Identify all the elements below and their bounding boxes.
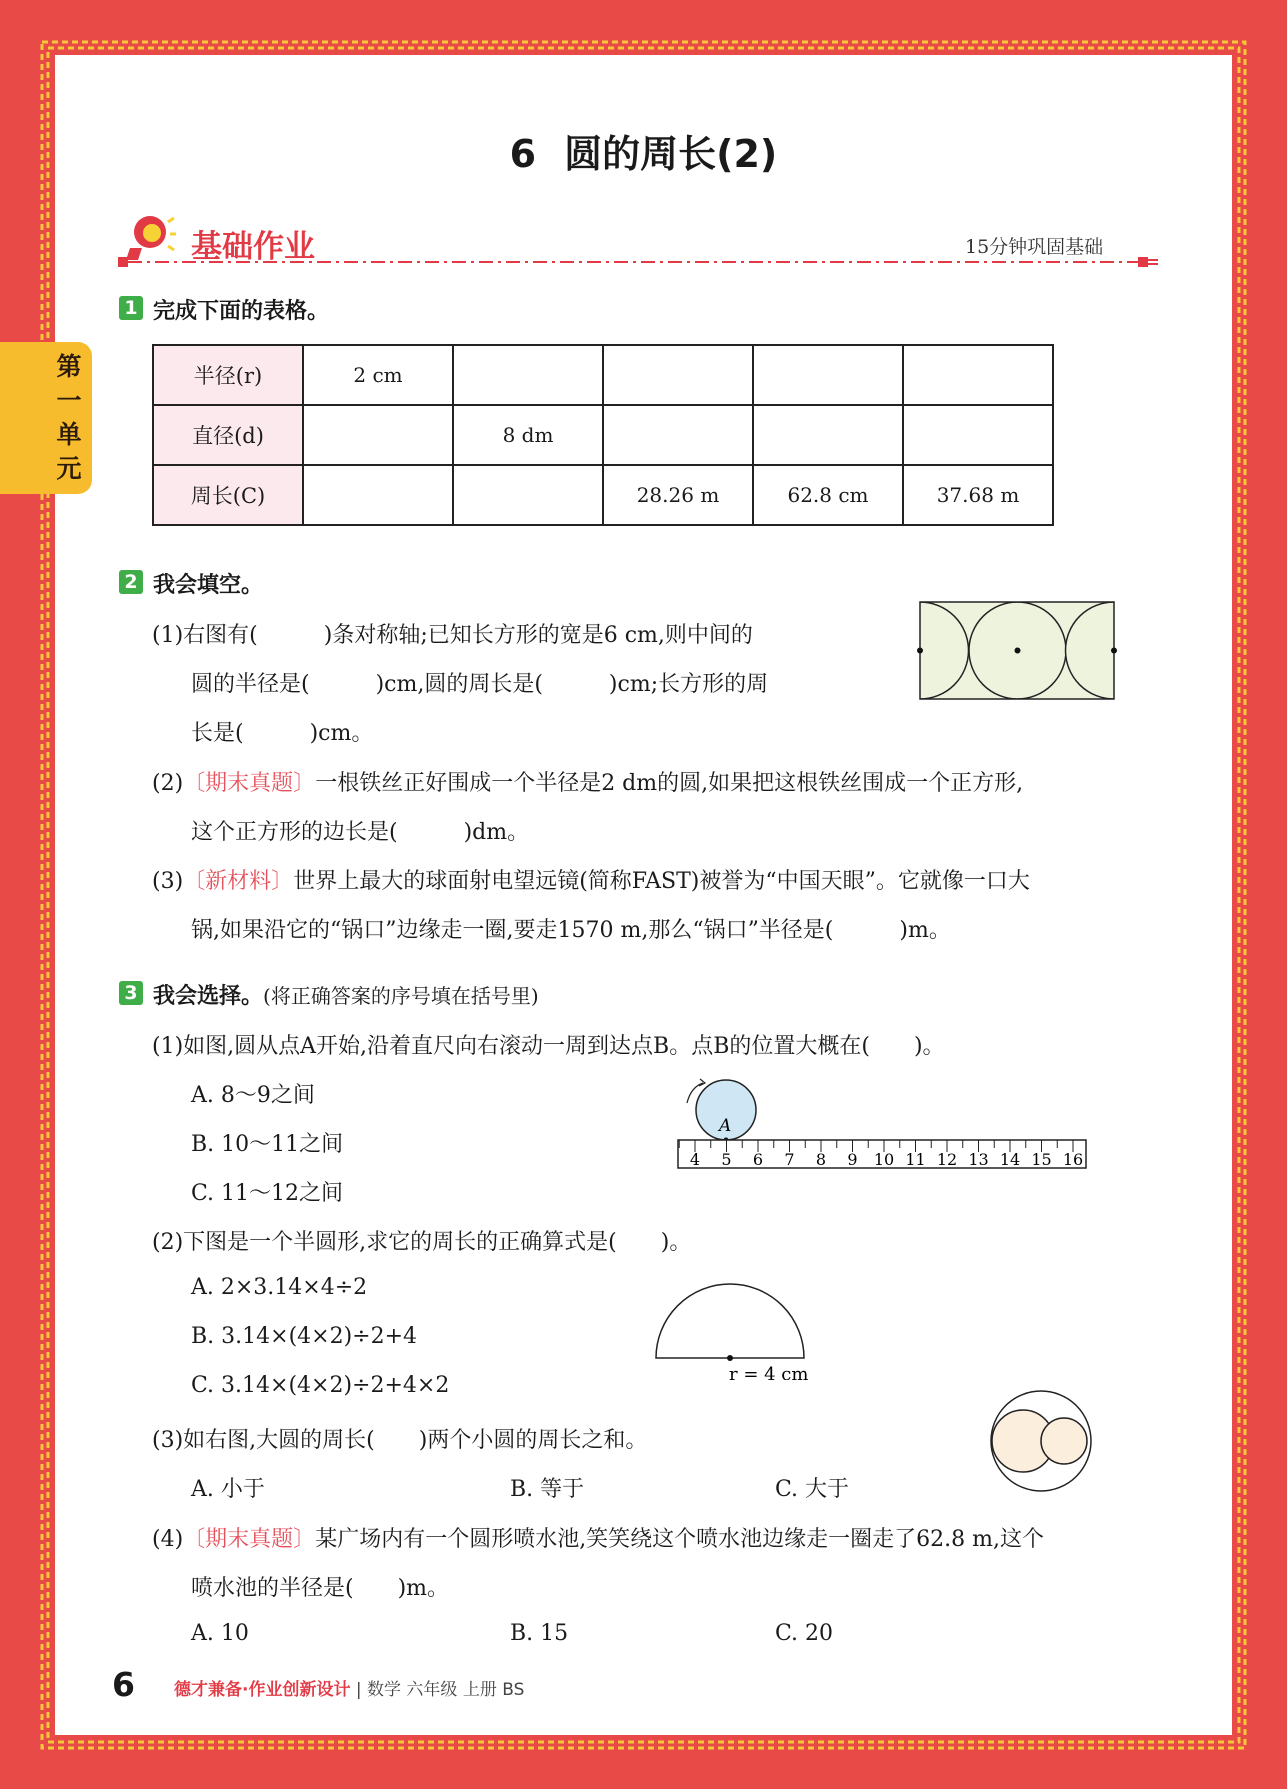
option[interactable]: A. 8～9之间 (191, 1083, 315, 1108)
row-label: 半径(r) (153, 345, 303, 405)
option[interactable]: B. 15 (510, 1621, 569, 1646)
ruler-tick-label: 8 (815, 1150, 827, 1169)
lesson-title: 圆的周长(2) (564, 132, 778, 176)
q3-2-stem: (2)下图是一个半圆形,求它的周长的正确算式是( )。 (152, 1230, 692, 1255)
ruler-tick-label: 16 (1062, 1150, 1084, 1169)
ruler-tick-label: 7 (784, 1150, 795, 1169)
question-number: 3 (119, 981, 143, 1005)
ruler-tick-label: 15 (1031, 1150, 1052, 1169)
ruler-tick-label: 10 (873, 1150, 895, 1169)
table-row (153, 465, 1053, 525)
q2-2-line: 这个正方形的边长是( )dm。 (191, 820, 530, 845)
q2-1-line: (1)右图有( )条对称轴;已知长方形的宽是6 cm,则中间的 (152, 623, 753, 648)
table-cell[interactable] (303, 405, 453, 465)
section-subtitle: 15分钟巩固基础 (965, 236, 1104, 258)
unit-tab (0, 342, 92, 494)
ruler-tick-label: 9 (847, 1150, 858, 1169)
q2-3-line: 锅,如果沿它的“锅口”边缘走一圈,要走1570 m,那么“锅口”半径是( )m。 (191, 918, 951, 943)
q3-4-prefix: (4) (152, 1527, 184, 1552)
table-cell[interactable] (303, 465, 453, 525)
section-divider (118, 256, 1158, 268)
page-number: 6 (112, 1665, 135, 1704)
table-cell[interactable] (603, 405, 753, 465)
exam-tag: 〔期末真题〕 (183, 1527, 316, 1552)
question-number: 1 (119, 296, 143, 320)
option[interactable]: B. 10～11之间 (191, 1132, 344, 1157)
footer-text: 德才兼备·作业创新设计 | 数学 六年级 上册 BS (174, 1680, 525, 1700)
q2-1-line: 圆的半径是( )cm,圆的周长是( )cm;长方形的周 (191, 672, 769, 697)
option[interactable]: A. 2×3.14×4÷2 (191, 1275, 368, 1300)
option[interactable]: C. 大于 (775, 1477, 850, 1502)
table-row (153, 405, 1053, 465)
q3-1-stem: (1)如图,圆从点A开始,沿着直尺向右滚动一周到达点B。点B的位置大概在( )。 (152, 1034, 945, 1059)
option[interactable]: A. 小于 (191, 1477, 265, 1502)
ruler-tick-label: 5 (721, 1150, 732, 1169)
q3-4-text: 某广场内有一个圆形喷水池,笑笑绕这个喷水池边缘走一圈走了62.8 m,这个 (315, 1527, 1045, 1552)
q2-3-text: 世界上最大的球面射电望远镜(简称FAST)被誉为“中国天眼”。它就像一口大 (293, 869, 1030, 894)
q3-prompt-note: (将正确答案的序号填在括号里) (263, 984, 539, 1008)
table-cell[interactable]: 62.8 cm (753, 465, 903, 525)
table-cell[interactable]: 37.68 m (903, 465, 1053, 525)
q2-1-line: 长是( )cm。 (191, 721, 374, 746)
unit-tab-label: 第一单元 (56, 352, 82, 483)
table-cell[interactable] (753, 405, 903, 465)
table-cell[interactable]: 2 cm (303, 345, 453, 405)
new-material-tag: 〔新材料〕 (183, 869, 294, 894)
option[interactable]: C. 3.14×(4×2)÷2+4×2 (191, 1373, 450, 1398)
option[interactable]: B. 等于 (510, 1477, 585, 1502)
ruler-figure (673, 1075, 1093, 1191)
page-title (0, 123, 1287, 178)
section-title: 基础作业 (191, 229, 315, 265)
table-cell[interactable]: 28.26 m (603, 465, 753, 525)
q2-3-line (152, 864, 1030, 895)
q3-prompt-text: 我会选择。 (153, 984, 264, 1009)
q3-3-stem: (3)如右图,大圆的周长( )两个小圆的周长之和。 (152, 1428, 648, 1453)
rectangle-circles-figure (915, 598, 1117, 702)
table-row (153, 345, 1053, 405)
ruler-point-label: A (719, 1116, 732, 1136)
radius-label: r = 4 cm (729, 1364, 809, 1380)
ruler-tick-label: 4 (689, 1150, 701, 1169)
question-prompt: 完成下面的表格。 (153, 299, 330, 324)
option[interactable]: C. 11～12之间 (191, 1181, 344, 1206)
table-cell[interactable] (903, 345, 1053, 405)
exam-tag: 〔期末真题〕 (183, 771, 316, 796)
ruler-tick-label: 14 (999, 1150, 1021, 1169)
question-prompt: 我会填空。 (153, 573, 264, 598)
table-cell[interactable] (453, 465, 603, 525)
ruler-tick-label: 11 (905, 1150, 926, 1169)
q2-2-text: 一根铁丝正好围成一个半径是2 dm的圆,如果把这根铁丝围成一个正方形, (315, 771, 1024, 796)
table-cell[interactable] (903, 405, 1053, 465)
option[interactable]: A. 10 (191, 1621, 249, 1646)
q2-3-prefix: (3) (152, 869, 184, 894)
table-cell[interactable]: 8 dm (453, 405, 603, 465)
question-prompt (153, 979, 539, 1010)
q3-4-line (152, 1522, 1044, 1553)
option[interactable]: B. 3.14×(4×2)÷2+4 (191, 1324, 418, 1349)
row-label: 周长(C) (153, 465, 303, 525)
q2-2-line (152, 766, 1023, 797)
q3-4-line: 喷水池的半径是( )m。 (191, 1576, 450, 1601)
ruler-tick-label: 6 (752, 1150, 764, 1169)
option[interactable]: C. 20 (775, 1621, 834, 1646)
ruler-tick-label: 12 (936, 1150, 958, 1169)
question-number: 2 (119, 570, 143, 594)
circle-table (152, 344, 1054, 526)
lesson-number: 6 (509, 132, 537, 176)
row-label: 直径(d) (153, 405, 303, 465)
circles-figure (988, 1388, 1094, 1494)
footer-info: 数学 六年级 上册 BS (367, 1680, 525, 1700)
ruler-tick-label: 13 (968, 1150, 989, 1169)
table-cell[interactable] (453, 345, 603, 405)
table-cell[interactable] (603, 345, 753, 405)
footer-brand: 德才兼备·作业创新设计 (174, 1680, 351, 1700)
semicircle-figure (650, 1280, 830, 1380)
table-cell[interactable] (753, 345, 903, 405)
q2-2-prefix: (2) (152, 771, 184, 796)
